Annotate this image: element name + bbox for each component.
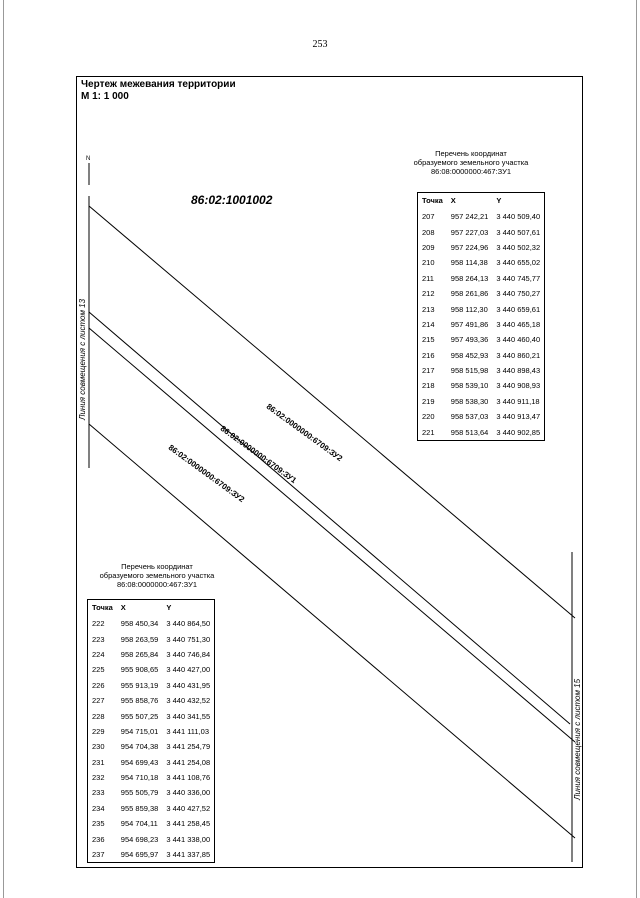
drawing-title: Чертеж межевания территории — [81, 79, 236, 90]
table-top-body — [418, 209, 545, 440]
y-coordinate-cell: 3 440 427,00 — [166, 665, 211, 675]
y-coordinate-cell: 3 441 258,45 — [166, 819, 211, 829]
page-number: 253 — [312, 39, 328, 50]
x-coordinate-cell: 958 513,64 — [450, 427, 489, 437]
point-number-cell: 226 — [92, 680, 105, 690]
x-coordinate-cell: 958 264,13 — [450, 273, 489, 283]
point-number-cell: 223 — [92, 634, 105, 644]
coordinates-table-top — [417, 192, 545, 441]
header-y: Y — [166, 603, 172, 612]
point-number-cell: 210 — [422, 258, 435, 268]
table-header-row — [418, 193, 545, 210]
point-number-cell: 227 — [92, 696, 105, 706]
x-coordinate-cell: 955 859,38 — [120, 803, 159, 813]
point-number-cell: 209 — [422, 242, 435, 252]
table-row — [418, 332, 545, 347]
x-coordinate-cell: 954 698,23 — [120, 834, 159, 844]
plot-label-zu2-upper: 86:02:0000000:6709:ЗУ2 — [264, 402, 345, 464]
y-coordinate-cell: 3 440 509,40 — [496, 212, 541, 222]
x-coordinate-cell: 958 261,86 — [450, 289, 489, 299]
table-header-row — [88, 600, 215, 617]
y-coordinate-cell: 3 440 908,93 — [496, 381, 541, 391]
x-coordinate-cell: 955 913,19 — [120, 680, 159, 690]
table-row — [418, 240, 545, 255]
cadastral-block-label: 86:02:1001002 — [191, 193, 273, 207]
table-row — [88, 724, 215, 739]
point-number-cell: 208 — [422, 227, 435, 237]
header-x: X — [120, 603, 126, 612]
table-row — [418, 317, 545, 332]
x-coordinate-cell: 957 493,36 — [450, 335, 489, 345]
point-number-cell: 212 — [422, 289, 435, 299]
table-row — [418, 271, 545, 286]
caption-bottom-line2: образуемого земельного участка — [99, 571, 215, 580]
point-number-cell: 233 — [92, 788, 105, 798]
table-row — [88, 816, 215, 831]
y-coordinate-cell: 3 440 432,52 — [166, 696, 211, 706]
table-row — [88, 847, 215, 863]
x-coordinate-cell: 957 242,21 — [450, 212, 489, 222]
y-coordinate-cell: 3 440 750,27 — [496, 289, 541, 299]
table-row — [418, 409, 545, 424]
y-coordinate-cell: 3 440 431,95 — [166, 680, 211, 690]
table-row — [418, 424, 545, 440]
header-y: Y — [496, 196, 502, 205]
table-row — [88, 801, 215, 816]
point-number-cell: 215 — [422, 335, 435, 345]
point-number-cell: 236 — [92, 834, 105, 844]
table-row — [88, 693, 215, 708]
x-coordinate-cell: 958 539,10 — [450, 381, 489, 391]
point-number-cell: 221 — [422, 427, 435, 437]
x-coordinate-cell: 954 699,43 — [120, 757, 159, 767]
y-coordinate-cell: 3 440 427,52 — [166, 803, 211, 813]
table-row — [418, 394, 545, 409]
point-number-cell: 229 — [92, 726, 105, 736]
point-number-cell: 217 — [422, 366, 435, 376]
drawing-scale: М 1: 1 000 — [81, 91, 129, 102]
x-coordinate-cell: 957 491,86 — [450, 319, 489, 329]
point-number-cell: 213 — [422, 304, 435, 314]
table-row — [88, 739, 215, 754]
y-coordinate-cell: 3 440 898,43 — [496, 366, 541, 376]
coordinates-table-bottom — [87, 599, 215, 863]
x-coordinate-cell: 958 452,93 — [450, 350, 489, 360]
point-number-cell: 207 — [422, 212, 435, 222]
x-coordinate-cell: 958 114,38 — [450, 258, 488, 268]
point-number-cell: 218 — [422, 381, 435, 391]
x-coordinate-cell: 955 858,76 — [120, 696, 159, 706]
x-coordinate-cell: 955 507,25 — [120, 711, 159, 721]
table-row — [88, 755, 215, 770]
coordinates-caption-top — [400, 149, 542, 176]
point-number-cell: 235 — [92, 819, 105, 829]
point-number-cell: 225 — [92, 665, 105, 675]
x-coordinate-cell: 954 704,38 — [120, 742, 159, 752]
point-number-cell: 228 — [92, 711, 105, 721]
plot-label-zu2-lower: 86:02:0000000:6709:ЗУ2 — [166, 443, 247, 505]
point-number-cell: 230 — [92, 742, 105, 752]
header-point: Точка — [92, 603, 113, 612]
table-row — [88, 631, 215, 646]
x-coordinate-cell: 954 715,01 — [120, 726, 159, 736]
x-coordinate-cell: 958 538,30 — [450, 396, 489, 406]
plot-label-zu1: 86:02:0000000:6709:ЗУ1 — [218, 424, 299, 486]
header-point: Точка — [422, 196, 443, 205]
combination-line-right-label: Линия совмещения с листом 15 — [573, 678, 582, 800]
table-row — [418, 348, 545, 363]
x-coordinate-cell: 958 537,03 — [450, 412, 489, 422]
x-coordinate-cell: 955 908,65 — [120, 665, 159, 675]
table-row — [418, 363, 545, 378]
y-coordinate-cell: 3 441 338,00 — [166, 834, 211, 844]
y-coordinate-cell: 3 440 745,77 — [496, 273, 541, 283]
x-coordinate-cell: 954 704,11 — [120, 819, 158, 829]
y-coordinate-cell: 3 440 913,47 — [496, 412, 541, 422]
table-row — [88, 785, 215, 800]
point-number-cell: 216 — [422, 350, 435, 360]
coordinates-caption-bottom — [86, 562, 228, 589]
x-coordinate-cell: 958 450,34 — [120, 619, 159, 629]
x-coordinate-cell: 958 263,59 — [120, 634, 159, 644]
point-number-cell: 231 — [92, 757, 105, 767]
y-coordinate-cell: 3 441 108,76 — [166, 773, 211, 783]
y-coordinate-cell: 3 440 746,84 — [166, 649, 211, 659]
table-row — [418, 286, 545, 301]
y-coordinate-cell: 3 440 864,50 — [166, 619, 211, 629]
y-coordinate-cell: 3 440 902,85 — [496, 427, 541, 437]
header-x: X — [450, 196, 456, 205]
north-label: N — [86, 156, 91, 162]
caption-top-line3: 86:08:0000000:467:ЗУ1 — [430, 167, 512, 176]
caption-bottom-line1: Перечень координат — [121, 562, 193, 571]
x-coordinate-cell: 958 265,84 — [120, 649, 159, 659]
y-coordinate-cell: 3 440 751,30 — [166, 634, 211, 644]
table-row — [88, 647, 215, 662]
point-number-cell: 222 — [92, 619, 105, 629]
table-row — [418, 255, 545, 270]
x-coordinate-cell: 955 505,79 — [120, 788, 159, 798]
table-row — [88, 678, 215, 693]
caption-top-line1: Перечень координат — [435, 149, 507, 158]
combination-line-left-label: Линия совмещения с листом 13 — [78, 298, 87, 420]
y-coordinate-cell: 3 440 502,32 — [496, 242, 541, 252]
table-row — [88, 616, 215, 631]
table-row — [88, 770, 215, 785]
y-coordinate-cell: 3 440 860,21 — [496, 350, 541, 360]
caption-top-line2: образуемого земельного участка — [413, 158, 529, 167]
y-coordinate-cell: 3 440 911,18 — [496, 396, 540, 406]
table-row — [88, 708, 215, 723]
table-row — [418, 301, 545, 316]
table-row — [418, 378, 545, 393]
point-number-cell: 237 — [92, 850, 105, 860]
y-coordinate-cell: 3 440 465,18 — [496, 319, 541, 329]
x-coordinate-cell: 957 224,96 — [450, 242, 489, 252]
x-coordinate-cell: 958 112,30 — [450, 304, 488, 314]
y-coordinate-cell: 3 440 507,61 — [496, 227, 541, 237]
table-row — [418, 209, 545, 224]
table-row — [88, 831, 215, 846]
point-number-cell: 219 — [422, 396, 435, 406]
caption-bottom-line3: 86:08:0000000:467:ЗУ1 — [116, 580, 198, 589]
y-coordinate-cell: 3 441 254,79 — [166, 742, 211, 752]
y-coordinate-cell: 3 440 659,61 — [496, 304, 541, 314]
table-row — [418, 224, 545, 239]
table-row — [88, 662, 215, 677]
x-coordinate-cell: 957 227,03 — [450, 227, 489, 237]
y-coordinate-cell: 3 440 655,02 — [496, 258, 541, 268]
x-coordinate-cell: 954 710,18 — [120, 773, 159, 783]
y-coordinate-cell: 3 440 341,55 — [166, 711, 211, 721]
point-number-cell: 220 — [422, 412, 435, 422]
y-coordinate-cell: 3 441 337,85 — [166, 850, 211, 860]
point-number-cell: 211 — [422, 273, 434, 283]
north-arrow-icon — [86, 156, 90, 163]
y-coordinate-cell: 3 440 336,00 — [166, 788, 211, 798]
y-coordinate-cell: 3 441 254,08 — [166, 757, 211, 767]
x-coordinate-cell: 958 515,98 — [450, 366, 489, 376]
x-coordinate-cell: 954 695,97 — [120, 850, 159, 860]
point-number-cell: 214 — [422, 319, 435, 329]
point-number-cell: 232 — [92, 773, 105, 783]
point-number-cell: 224 — [92, 649, 105, 659]
y-coordinate-cell: 3 441 111,03 — [166, 726, 210, 736]
table-bottom-body — [88, 616, 215, 863]
y-coordinate-cell: 3 440 460,40 — [496, 335, 541, 345]
point-number-cell: 234 — [92, 803, 105, 813]
